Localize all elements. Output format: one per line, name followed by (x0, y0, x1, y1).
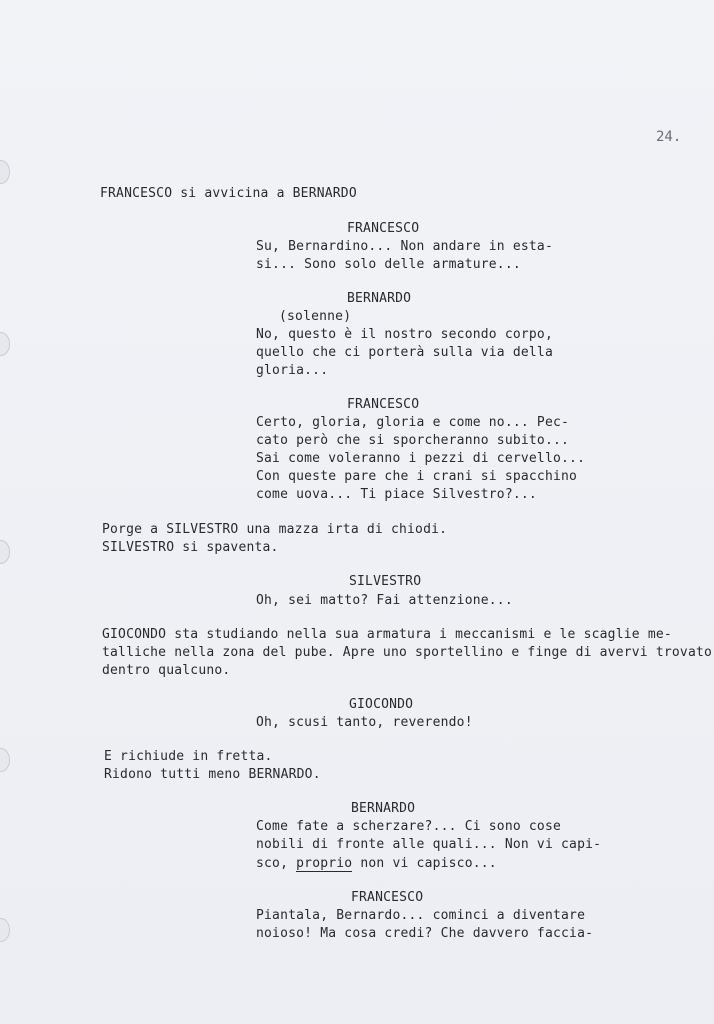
binder-hole (0, 748, 10, 772)
stage-direction: E richiude in fretta. (104, 749, 273, 764)
character-name: SILVESTRO (349, 574, 422, 589)
binder-hole (0, 332, 10, 356)
dialogue-line: noioso! Ma cosa credi? Che davvero faccia- (256, 926, 594, 941)
stage-direction: Ridono tutti meno BERNARDO. (104, 767, 321, 782)
underlined-word: proprio (296, 856, 353, 871)
dialogue-line: Su, Bernardino... Non andare in esta- (256, 239, 553, 254)
dialogue-line (256, 855, 497, 873)
character-name: GIOCONDO (349, 697, 414, 712)
character-name: BERNARDO (351, 801, 416, 816)
stage-direction: FRANCESCO si avvicina a BERNARDO (100, 186, 357, 201)
binder-hole (0, 540, 10, 564)
dialogue-line: nobili di fronte alle quali... Non vi capi- (256, 837, 602, 852)
binder-hole (0, 160, 10, 184)
dialogue-line: si... Sono solo delle armature... (256, 257, 521, 272)
dialogue-line: Certo, gloria, gloria e come no... Pec- (256, 415, 570, 430)
dialogue-fragment: sco, (256, 856, 297, 871)
character-name: FRANCESCO (347, 221, 420, 236)
dialogue-line: Piantala, Bernardo... cominci a diventare (256, 908, 586, 923)
page-number: 24. (656, 129, 682, 145)
dialogue-line: come uova... Ti piace Silvestro?... (256, 487, 537, 502)
stage-direction: Porge a SILVESTRO una mazza irta di chiodi. (102, 522, 448, 537)
stage-direction: GIOCONDO sta studiando nella sua armatura i meccanismi e le scaglie me- (102, 627, 672, 642)
stage-direction: dentro qualcuno. (102, 663, 231, 678)
character-name: BERNARDO (347, 291, 412, 306)
dialogue-line: Oh, scusi tanto, reverendo! (256, 715, 473, 730)
binder-hole (0, 918, 10, 942)
dialogue-line: quello che ci porterà sulla via della (256, 345, 553, 360)
dialogue-line: gloria... (256, 363, 329, 378)
character-name: FRANCESCO (347, 397, 420, 412)
dialogue-line: No, questo è il nostro secondo corpo, (256, 327, 553, 342)
dialogue-line: Oh, sei matto? Fai attenzione... (256, 593, 513, 608)
character-name: FRANCESCO (351, 890, 424, 905)
dialogue-line: Come fate a scherzare?... Ci sono cose (256, 819, 562, 834)
dialogue-line: Con queste pare che i crani si spacchino (256, 469, 578, 484)
stage-direction: talliche nella zona del pube. Apre uno sportellino e finge di avervi trovato (102, 645, 713, 660)
parenthetical: (solenne) (279, 309, 352, 324)
dialogue-fragment: non vi capisco... (352, 856, 497, 871)
dialogue-line: Sai come voleranno i pezzi di cervello... (256, 451, 586, 466)
dialogue-line: cato però che si sporcheranno subito... (256, 433, 570, 448)
stage-direction: SILVESTRO si spaventa. (102, 540, 279, 555)
